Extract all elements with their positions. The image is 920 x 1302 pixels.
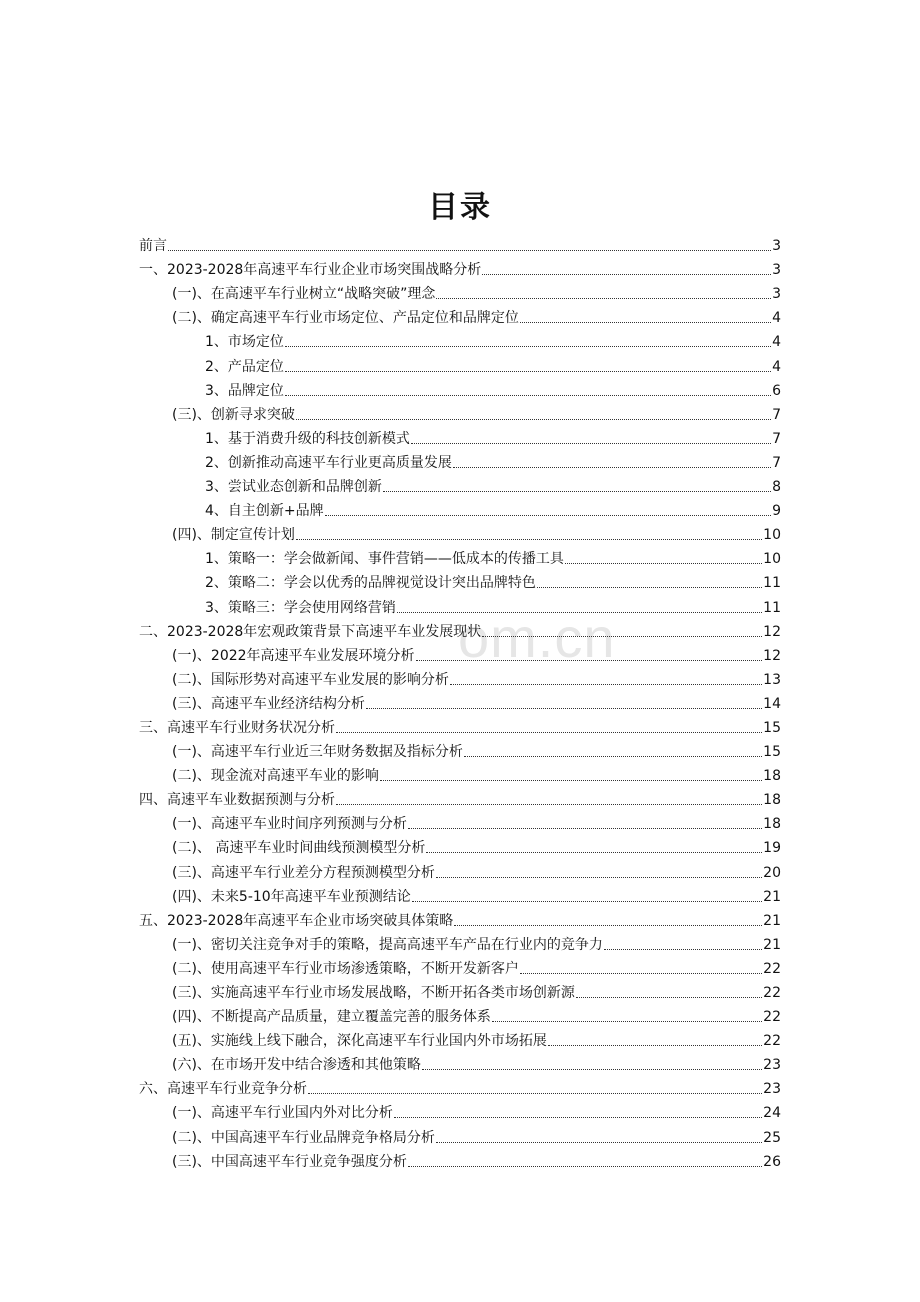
toc-entry-page-number: 13 xyxy=(763,671,781,688)
toc-entry-page-number: 22 xyxy=(763,960,781,977)
toc-entry-page-number: 26 xyxy=(763,1153,781,1170)
toc-entry-title: 六、高速平车行业竞争分析 xyxy=(139,1081,307,1098)
toc-entry-title: (三)、高速平车业经济结构分析 xyxy=(172,695,365,712)
toc-entry-title: (一)、高速平车业时间序列预测与分析 xyxy=(172,816,407,833)
toc-entry[interactable] xyxy=(139,376,781,400)
dot-leader xyxy=(336,724,762,733)
toc-entry-title: 2、策略二：学会以优秀的品牌视觉设计突出品牌特色 xyxy=(205,575,536,592)
toc-entry-page-number: 3 xyxy=(772,238,781,255)
toc-entry-page-number: 14 xyxy=(763,695,781,712)
toc-entry[interactable] xyxy=(139,1122,781,1146)
dot-leader xyxy=(453,459,771,468)
toc-entry-title: (一)、在高速平车行业树立“战略突破”理念 xyxy=(172,286,436,303)
dot-leader xyxy=(416,652,763,661)
toc-entry-title: 前言 xyxy=(139,238,167,255)
toc-entry-title: 3、尝试业态创新和品牌创新 xyxy=(205,479,382,496)
dot-leader xyxy=(296,531,762,540)
table-of-contents xyxy=(139,231,781,1171)
dot-leader xyxy=(296,411,771,420)
toc-entry-page-number: 4 xyxy=(772,358,781,375)
dot-leader xyxy=(285,338,771,347)
toc-entry-page-number: 11 xyxy=(763,575,781,592)
toc-entry[interactable] xyxy=(139,617,781,641)
toc-entry[interactable] xyxy=(139,496,781,520)
dot-leader xyxy=(308,1085,762,1094)
toc-entry[interactable] xyxy=(139,809,781,833)
dot-leader xyxy=(412,893,762,902)
dot-leader xyxy=(411,435,771,444)
toc-entry-page-number: 11 xyxy=(763,599,781,616)
toc-entry[interactable] xyxy=(139,1002,781,1026)
dot-leader xyxy=(520,314,771,323)
toc-entry-title: (六)、在市场开发中结合渗透和其他策略 xyxy=(172,1057,421,1074)
toc-entry-title: 四、高速平车业数据预测与分析 xyxy=(139,792,335,809)
toc-entry-title: (二)、确定高速平车行业市场定位、产品定位和品牌定位 xyxy=(172,310,519,327)
toc-entry-page-number: 12 xyxy=(763,647,781,664)
dot-leader xyxy=(383,483,771,492)
toc-entry[interactable] xyxy=(139,231,781,255)
toc-entry[interactable] xyxy=(139,689,781,713)
toc-entry[interactable] xyxy=(139,761,781,785)
toc-entry-title: (四)、制定宣传计划 xyxy=(172,527,295,544)
toc-entry[interactable] xyxy=(139,303,781,327)
toc-entry-page-number: 4 xyxy=(772,334,781,351)
dot-leader xyxy=(548,1037,762,1046)
toc-entry-page-number: 23 xyxy=(763,1081,781,1098)
toc-entry-title: (二)、现金流对高速平车业的影响 xyxy=(172,768,379,785)
toc-entry-title: (一)、高速平车行业近三年财务数据及指标分析 xyxy=(172,744,463,761)
toc-entry-title: (三)、中国高速平车行业竞争强度分析 xyxy=(172,1153,407,1170)
toc-entry-title: 2、创新推动高速平车行业更高质量发展 xyxy=(205,454,452,471)
toc-entry[interactable] xyxy=(139,351,781,375)
page-title: 目录 xyxy=(428,190,492,225)
toc-entry-title: (二)、使用高速平车行业市场渗透策略，不断开发新客户 xyxy=(172,960,519,977)
toc-entry-title: 三、高速平车行业财务状况分析 xyxy=(139,719,335,736)
toc-entry-title: (二)、 高速平车业时间曲线预测模型分析 xyxy=(172,840,426,857)
toc-entry-title: (三)、实施高速平车行业市场发展战略，不断开拓各类市场创新源 xyxy=(172,985,575,1001)
toc-entry-title: (一)、高速平车行业国内外对比分析 xyxy=(172,1105,393,1122)
dot-leader xyxy=(482,266,771,275)
dot-leader xyxy=(285,387,771,396)
toc-entry-page-number: 7 xyxy=(772,406,781,423)
toc-entry-page-number: 19 xyxy=(763,840,781,857)
toc-entry[interactable] xyxy=(139,472,781,496)
toc-entry-title: 3、策略三：学会使用网络营销 xyxy=(205,599,396,616)
toc-entry[interactable] xyxy=(139,520,781,544)
dot-leader xyxy=(380,772,762,781)
toc-entry-page-number: 6 xyxy=(772,382,781,399)
dot-leader xyxy=(604,941,762,950)
toc-entry-page-number: 22 xyxy=(763,1033,781,1050)
toc-entry[interactable] xyxy=(139,930,781,954)
toc-entry[interactable] xyxy=(139,882,781,906)
dot-leader xyxy=(576,989,762,998)
dot-leader xyxy=(464,748,762,757)
dot-leader xyxy=(325,507,771,516)
dot-leader xyxy=(397,604,762,613)
dot-leader xyxy=(450,676,762,685)
toc-entry-title: 1、市场定位 xyxy=(205,334,284,351)
dot-leader xyxy=(492,1013,762,1022)
dot-leader xyxy=(436,869,762,878)
dot-leader xyxy=(537,579,762,588)
toc-entry[interactable] xyxy=(139,568,781,592)
dot-leader xyxy=(408,820,762,829)
toc-entry[interactable] xyxy=(139,1050,781,1074)
toc-entry-page-number: 7 xyxy=(772,430,781,447)
toc-entry-page-number: 25 xyxy=(763,1129,781,1146)
toc-entry-title: (三)、创新寻求突破 xyxy=(172,406,295,423)
dot-leader xyxy=(454,917,762,926)
dot-leader xyxy=(565,555,762,564)
dot-leader xyxy=(394,1109,762,1118)
toc-entry-page-number: 7 xyxy=(772,454,781,471)
toc-entry-title: (四)、不断提高产品质量，建立覆盖完善的服务体系 xyxy=(172,1009,491,1026)
toc-entry[interactable] xyxy=(139,327,781,351)
toc-entry-page-number: 22 xyxy=(763,985,781,1001)
toc-entry[interactable] xyxy=(139,424,781,448)
toc-entry[interactable] xyxy=(139,255,781,279)
toc-entry[interactable] xyxy=(139,448,781,472)
toc-entry-title: (一)、密切关注竞争对手的策略，提高高速平车产品在行业内的竞争力 xyxy=(172,936,603,953)
toc-entry-title: 1、基于消费升级的科技创新模式 xyxy=(205,430,410,447)
toc-entry-page-number: 20 xyxy=(763,864,781,881)
toc-entry[interactable] xyxy=(139,544,781,568)
toc-entry[interactable] xyxy=(139,592,781,616)
toc-entry-page-number: 4 xyxy=(772,310,781,327)
toc-entry[interactable] xyxy=(139,1026,781,1050)
toc-entry-page-number: 10 xyxy=(763,551,781,568)
toc-entry-title: (四)、未来5-10年高速平车业预测结论 xyxy=(172,888,411,905)
toc-entry-title: 4、自主创新+品牌 xyxy=(205,503,324,520)
toc-entry[interactable] xyxy=(139,737,781,761)
dot-leader xyxy=(520,965,762,974)
toc-entry[interactable] xyxy=(139,857,781,881)
toc-entry-page-number: 12 xyxy=(763,623,781,640)
dot-leader xyxy=(168,242,771,251)
dot-leader xyxy=(422,1061,762,1070)
toc-entry-title: 3、品牌定位 xyxy=(205,382,284,399)
toc-entry-page-number: 18 xyxy=(763,792,781,809)
toc-entry-page-number: 21 xyxy=(763,912,781,929)
toc-entry-title: (二)、中国高速平车行业品牌竞争格局分析 xyxy=(172,1129,435,1146)
toc-entry-page-number: 18 xyxy=(763,768,781,785)
toc-entry-title: 2、产品定位 xyxy=(205,358,284,375)
toc-entry-title: (五)、实施线上线下融合，深化高速平车行业国内外市场拓展 xyxy=(172,1033,547,1050)
toc-entry-title: 一、2023-2028年高速平车行业企业市场突围战略分析 xyxy=(139,262,482,279)
toc-entry[interactable] xyxy=(139,1074,781,1098)
toc-entry[interactable] xyxy=(139,785,781,809)
toc-entry-title: 1、策略一：学会做新闻、事件营销——低成本的传播工具 xyxy=(205,551,564,568)
toc-entry-page-number: 18 xyxy=(763,816,781,833)
dot-leader xyxy=(285,363,771,372)
toc-entry-page-number: 8 xyxy=(772,479,781,496)
toc-entry[interactable] xyxy=(139,833,781,857)
dot-leader xyxy=(408,1158,762,1167)
toc-entry[interactable] xyxy=(139,279,781,303)
dot-leader xyxy=(436,290,771,299)
toc-entry-page-number: 9 xyxy=(772,503,781,520)
toc-entry-title: 二、2023-2028年宏观政策背景下高速平车业发展现状 xyxy=(139,623,482,640)
toc-entry-page-number: 3 xyxy=(772,286,781,303)
toc-entry-title: (二)、国际形势对高速平车业发展的影响分析 xyxy=(172,671,449,688)
toc-entry[interactable] xyxy=(139,641,781,665)
toc-entry-page-number: 21 xyxy=(763,936,781,953)
toc-entry-page-number: 22 xyxy=(763,1009,781,1026)
toc-entry-page-number: 21 xyxy=(763,888,781,905)
dot-leader xyxy=(366,700,762,709)
toc-entry-title: 五、2023-2028年高速平车企业市场突破具体策略 xyxy=(139,912,454,929)
toc-entry[interactable] xyxy=(139,1098,781,1122)
toc-entry-page-number: 24 xyxy=(763,1105,781,1122)
toc-entry-page-number: 15 xyxy=(763,744,781,761)
toc-entry[interactable] xyxy=(139,1147,781,1171)
toc-entry-page-number: 10 xyxy=(763,527,781,544)
dot-leader xyxy=(482,628,762,637)
toc-entry-title: (三)、高速平车行业差分方程预测模型分析 xyxy=(172,864,435,881)
dot-leader xyxy=(336,796,762,805)
toc-entry-page-number: 15 xyxy=(763,719,781,736)
toc-entry-page-number: 3 xyxy=(772,262,781,279)
toc-entry[interactable] xyxy=(139,665,781,689)
toc-entry[interactable] xyxy=(139,906,781,930)
toc-entry[interactable] xyxy=(139,400,781,424)
watermark: om.cn xyxy=(458,606,616,669)
dot-leader xyxy=(436,1134,762,1143)
toc-entry[interactable] xyxy=(139,978,781,1002)
toc-entry-page-number: 23 xyxy=(763,1057,781,1074)
toc-entry-title: (一)、2022年高速平车业发展环境分析 xyxy=(172,647,415,664)
toc-entry[interactable] xyxy=(139,954,781,978)
toc-entry[interactable] xyxy=(139,713,781,737)
dot-leader xyxy=(426,844,762,853)
